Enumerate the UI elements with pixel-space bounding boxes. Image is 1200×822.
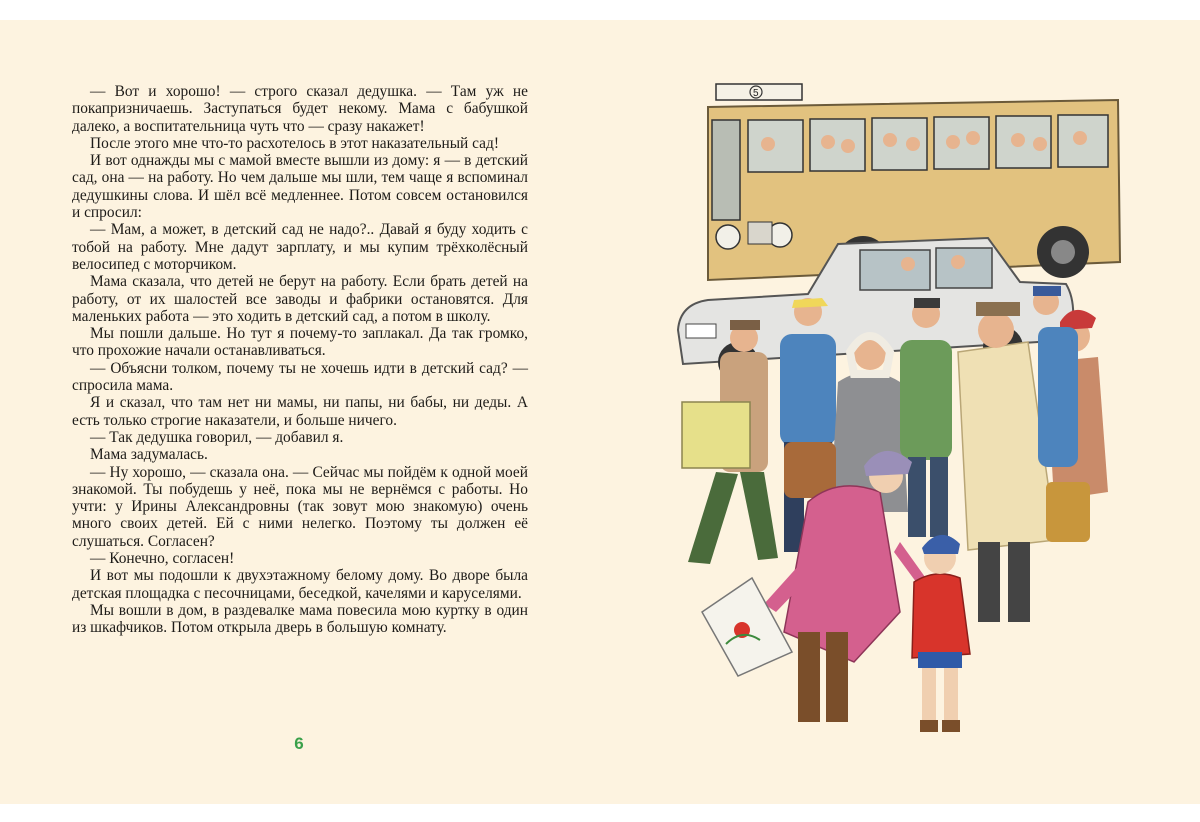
paragraph: И вот мы подошли к двухэтажному белому дому. Во дворе была детская площадка с песочницами, беседкой, качелями и каруселями. xyxy=(72,567,528,602)
paragraph: Мы вошли в дом, в раздевалке мама повесила мою куртку в один из шкафчиков. Потом открыла дверь в большую комнату. xyxy=(72,601,528,637)
paragraph: Я и сказал, что там нет ни мамы, ни папы, ни бабы, ни деды. А есть только строгие наказатели, и больше ничего. xyxy=(72,394,528,429)
book-spread xyxy=(0,20,1200,804)
bus-route-number: 5 xyxy=(753,88,759,99)
page-number: 6 xyxy=(294,734,304,753)
crying-boy xyxy=(912,535,970,732)
story-text xyxy=(72,83,528,637)
street-scene-illustration xyxy=(668,72,1138,742)
paragraph: — Объясни толком, почему ты не хочешь идти в детский сад? — спросила мама. xyxy=(72,359,528,395)
paragraph: — Так дедушка говорил, — добавил я. xyxy=(90,428,344,446)
paragraph: Мама сказала, что детей не берут на работу. Если брать детей на работу, от их шалостей все заводы и фабрики остановятся. Для маленьких работа — это ходить в детский сад, а потом в школу. xyxy=(72,273,528,325)
paragraph: — Конечно, согласен! xyxy=(90,550,235,568)
paragraph: — Ну хорошо, — сказала она. — Сейчас мы пойдём к одной моей знакомой. Ты побудешь у неё, пока мы не вернёмся с работы. Но учти: у Ирины Александровны (так зовут мою знакомую) очень много своих детей. Ей с ними нелегко. Поэтому ты должен её слушаться. Согласен? xyxy=(72,463,528,550)
paragraph: Мы пошли дальше. Но тут я почему-то заплакал. Да так громко, что прохожие начали останавливаться. xyxy=(72,325,528,360)
paragraph: — Мам, а может, в детский сад не надо?.. Давай я буду ходить с тобой на работу. Мне дадут зарплату, и мы купим трёхколёсный велосипед с моторчиком. xyxy=(72,221,528,273)
paragraph: Мама задумалась. xyxy=(90,446,208,464)
paragraph: — Вот и хорошо! — строго сказал дедушка. — Там уж не покапризничаешь. Заступаться будет некому. Мама с бабушкой далеко, а воспитательница чуть что — сразу накажет! xyxy=(72,83,528,135)
paragraph: И вот однажды мы с мамой вместе вышли из дому: я — в детский сад, она — на работу. Но чем дальше мы шли, тем чаще я вспоминал дедушкины слова. И шёл всё медленнее. Потом совсем остановился и спросил: xyxy=(72,152,528,222)
paragraph: После этого мне что-то расхотелось в этот наказательный сад! xyxy=(90,134,499,152)
